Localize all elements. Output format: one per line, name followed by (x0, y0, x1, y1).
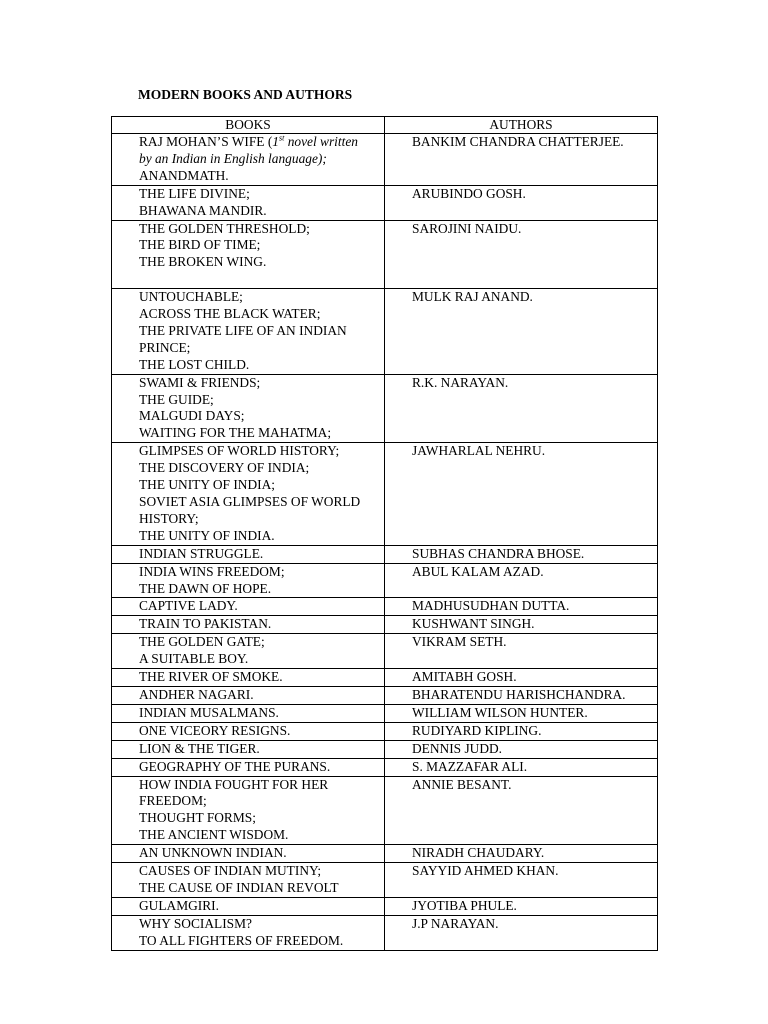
table-row (112, 758, 658, 776)
books-cell (112, 722, 385, 740)
author-cell: J.P NARAYAN. (385, 915, 658, 950)
book-title-line: THE UNITY OF INDIA. (139, 527, 275, 543)
page-title: MODERN BOOKS AND AUTHORS (138, 87, 353, 102)
books-authors-table (111, 116, 658, 951)
book-title-line: LION & THE TIGER. (139, 740, 260, 756)
books-cell (112, 915, 385, 950)
book-title-line: THE LIFE DIVINE; (139, 185, 250, 201)
author-cell: BHARATENDU HARISHCHANDRA. (385, 686, 658, 704)
book-title-line: THE GOLDEN THRESHOLD; (139, 220, 310, 236)
books-column-header: BOOKS (112, 117, 385, 134)
book-title-line: CAUSES OF INDIAN MUTINY; (139, 863, 322, 879)
book-title-line: A SUITABLE BOY. (139, 651, 249, 667)
book-title-line: ANANDMATH. (139, 167, 229, 183)
author-cell: S. MAZZAFAR ALI. (385, 758, 658, 776)
book-title-line: SWAMI & FRIENDS; (139, 374, 261, 390)
author-cell: AMITABH GOSH. (385, 669, 658, 687)
table-row (112, 289, 658, 375)
table-row (112, 722, 658, 740)
book-title-line (139, 134, 380, 151)
author-cell: SAROJINI NAIDU. (385, 220, 658, 289)
books-cell (112, 634, 385, 669)
book-title-line: GULAMGIRI. (139, 897, 219, 913)
author-cell: JYOTIBA PHULE. (385, 897, 658, 915)
table-row (112, 545, 658, 563)
book-title-line: SOVIET ASIA GLIMPSES OF WORLD (139, 494, 361, 510)
book-title-line: AN UNKNOWN INDIAN. (139, 845, 287, 861)
author-cell: R.K. NARAYAN. (385, 374, 658, 443)
book-title-line: THE BROKEN WING. (139, 254, 267, 270)
table-row (112, 686, 658, 704)
book-title-line: THE BIRD OF TIME; (139, 237, 261, 253)
author-cell: DENNIS JUDD. (385, 740, 658, 758)
note-number: 1 (272, 134, 279, 149)
author-cell: ARUBINDO GOSH. (385, 185, 658, 220)
author-cell: NIRADH CHAUDARY. (385, 845, 658, 863)
books-cell (112, 616, 385, 634)
books-cell (112, 740, 385, 758)
table-row (112, 915, 658, 950)
author-cell: ABUL KALAM AZAD. (385, 563, 658, 598)
table-row (112, 598, 658, 616)
book-title: RAJ MOHAN’S WIFE ( (139, 134, 273, 149)
books-cell (112, 758, 385, 776)
book-title-line: PRINCE; (139, 339, 191, 355)
table-row (112, 185, 658, 220)
table-row (112, 704, 658, 722)
book-title-line: ACROSS THE BLACK WATER; (139, 306, 321, 322)
book-title-line: ONE VICEORY RESIGNS. (139, 722, 291, 738)
author-cell: WILLIAM WILSON HUNTER. (385, 704, 658, 722)
book-title-line: WAITING FOR THE MAHATMA; (139, 425, 332, 441)
book-title-line: CAPTIVE LADY. (139, 598, 238, 614)
book-title-line: THE DAWN OF HOPE. (139, 580, 272, 596)
book-title-line: GEOGRAPHY OF THE PURANS. (139, 758, 331, 774)
books-cell (112, 443, 385, 545)
table-row (112, 845, 658, 863)
books-cell (112, 185, 385, 220)
author-cell: SAYYID AHMED KHAN. (385, 863, 658, 898)
author-cell: RUDIYARD KIPLING. (385, 722, 658, 740)
book-title-line: THE PRIVATE LIFE OF AN INDIAN (139, 322, 347, 338)
books-cell (112, 289, 385, 375)
book-title-line: THOUGHT FORMS; (139, 810, 256, 826)
book-title-line: INDIAN STRUGGLE. (139, 545, 264, 561)
table-row (112, 776, 658, 845)
author-cell: ANNIE BESANT. (385, 776, 658, 845)
books-cell (112, 545, 385, 563)
book-title-line: HISTORY; (139, 510, 199, 526)
note-superscript: st (279, 133, 285, 143)
author-cell: VIKRAM SETH. (385, 634, 658, 669)
table-row (112, 563, 658, 598)
book-note-line: by an Indian in English language); (139, 150, 327, 166)
books-cell (112, 845, 385, 863)
book-title-line: THE RIVER OF SMOKE. (139, 669, 283, 685)
book-title-line: THE ANCIENT WISDOM. (139, 827, 289, 843)
table-row (112, 374, 658, 443)
table-row (112, 863, 658, 898)
table-row (112, 897, 658, 915)
books-cell (112, 669, 385, 687)
books-cell (112, 134, 385, 186)
book-title-line: ANDHER NAGARI. (139, 686, 254, 702)
book-title-line: THE GOLDEN GATE; (139, 634, 265, 650)
book-title-line: HOW INDIA FOUGHT FOR HER (139, 776, 329, 792)
book-title-line: UNTOUCHABLE; (139, 289, 243, 305)
table-body (112, 134, 658, 951)
books-cell (112, 776, 385, 845)
book-title-line: TRAIN TO PAKISTAN. (139, 616, 272, 632)
books-cell (112, 563, 385, 598)
book-title-line: THE DISCOVERY OF INDIA; (139, 460, 310, 476)
table-row (112, 220, 658, 289)
author-cell: BANKIM CHANDRA CHATTERJEE. (385, 134, 658, 186)
book-title-line (139, 271, 380, 288)
book-title-line: WHY SOCIALISM? (139, 915, 252, 931)
table-row (112, 634, 658, 669)
book-title-line: THE CAUSE OF INDIAN REVOLT (139, 879, 339, 895)
book-title-line: THE GUIDE; (139, 391, 214, 407)
book-title-line: FREEDOM; (139, 793, 207, 809)
book-title-line: TO ALL FIGHTERS OF FREEDOM. (139, 932, 344, 948)
table-row (112, 443, 658, 545)
author-cell: SUBHAS CHANDRA BHOSE. (385, 545, 658, 563)
authors-column-header: AUTHORS (385, 117, 658, 134)
book-title-line: INDIAN MUSALMANS. (139, 704, 279, 720)
table-row (112, 740, 658, 758)
book-note (272, 134, 358, 149)
books-cell (112, 220, 385, 289)
books-cell (112, 598, 385, 616)
books-cell (112, 686, 385, 704)
author-cell: MULK RAJ ANAND. (385, 289, 658, 375)
books-cell (112, 374, 385, 443)
books-cell (112, 863, 385, 898)
book-title-line: THE UNITY OF INDIA; (139, 477, 275, 493)
table-row (112, 669, 658, 687)
author-cell: KUSHWANT SINGH. (385, 616, 658, 634)
table-row (112, 616, 658, 634)
book-title-line: GLIMPSES OF WORLD HISTORY; (139, 443, 340, 459)
book-title-line: INDIA WINS FREEDOM; (139, 563, 285, 579)
author-cell: JAWHARLAL NEHRU. (385, 443, 658, 545)
header-row (112, 117, 658, 134)
books-cell (112, 704, 385, 722)
author-cell: MADHUSUDHAN DUTTA. (385, 598, 658, 616)
note-text: novel written (284, 134, 358, 149)
book-title-line: THE LOST CHILD. (139, 356, 250, 372)
book-title-line: MALGUDI DAYS; (139, 408, 245, 424)
book-title-line: BHAWANA MANDIR. (139, 202, 267, 218)
table-row (112, 134, 658, 186)
books-cell (112, 897, 385, 915)
